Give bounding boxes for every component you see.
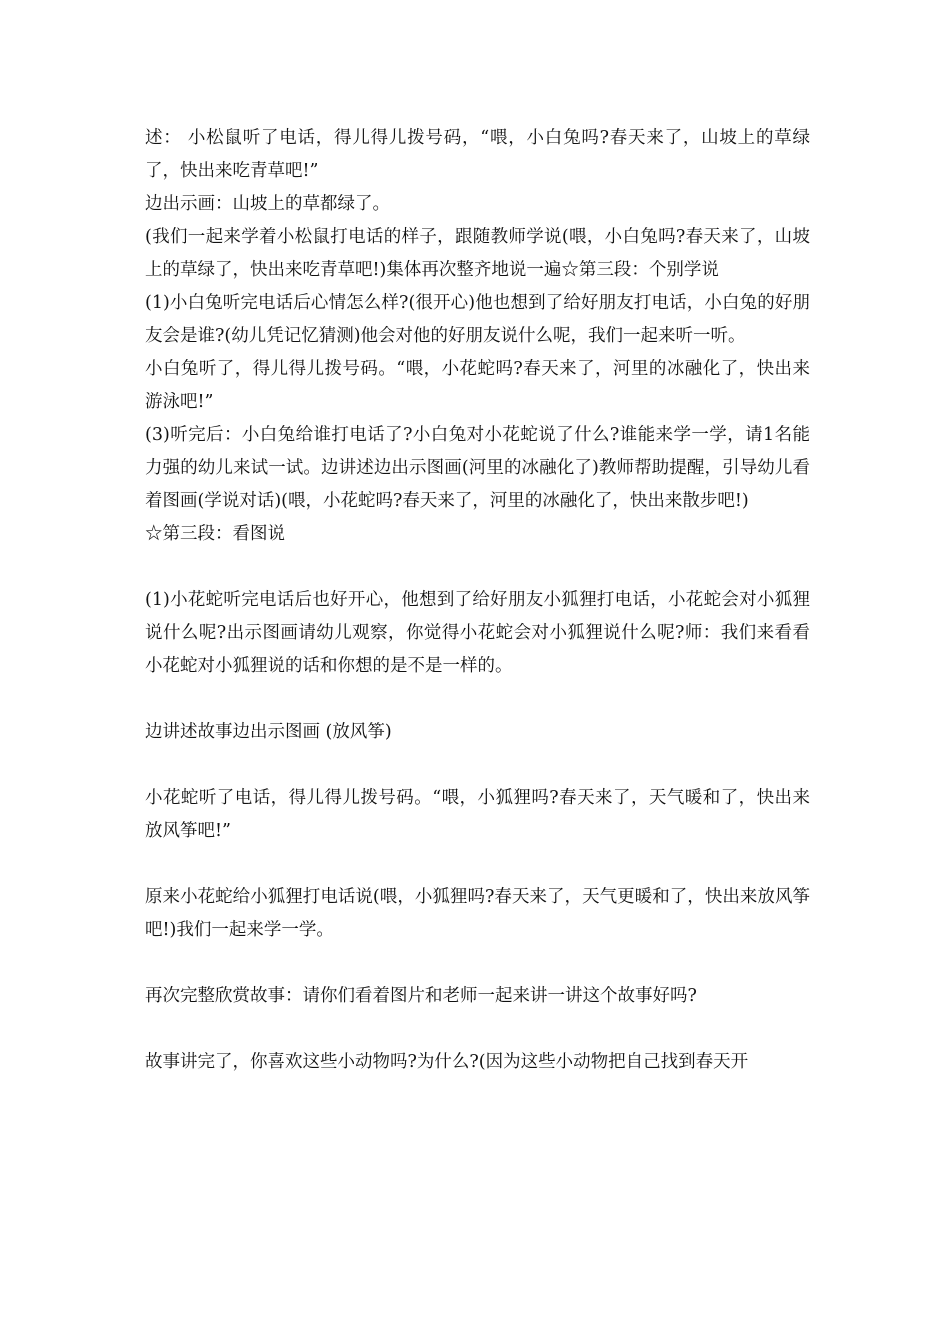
paragraph-5: 小白兔听了，得儿得儿拨号码。“喂，小花蛇吗?春天来了，河里的冰融化了，快出来游泳吧!” bbox=[145, 359, 810, 412]
paragraph-7: ☆第三段：看图说 bbox=[145, 524, 285, 544]
paragraph-1: 述： 小松鼠听了电话，得儿得儿拨号码，“喂，小白兔吗?春天来了，山坡上的草绿了，快出来吃青草吧!” bbox=[145, 128, 810, 181]
paragraph-12: 再次完整欣赏故事：请你们看着图片和老师一起来讲一讲这个故事好吗? bbox=[145, 986, 697, 1006]
paragraph-2: 边出示画：山坡上的草都绿了。 bbox=[145, 194, 390, 214]
paragraph-3: (我们一起来学着小松鼠打电话的样子，跟随教师学说(喂，小白兔吗?春天来了，山坡上的草绿了，快出来吃青草吧!)集体再次整齐地说一遍☆第三段：个别学说 bbox=[145, 227, 810, 280]
paragraph-6: (3)听完后：小白兔给谁打电话了?小白兔对小花蛇说了什么?谁能来学一学，请1名能力强的幼儿来试一试。边讲述边出示图画(河里的冰融化了)教师帮助提醒，引导幼儿看着图画(学说对话)(喂，小花蛇吗?春天来了，河里的冰融化了，快出来散步吧!) bbox=[145, 425, 810, 511]
paragraph-8: (1)小花蛇听完电话后也好开心，他想到了给好朋友小狐狸打电话，小花蛇会对小狐狸说什么呢?出示图画请幼儿观察，你觉得小花蛇会对小狐狸说什么呢?师：我们来看看小花蛇对小狐狸说的话和你想的是不是一样的。 bbox=[145, 590, 810, 676]
paragraph-10: 小花蛇听了电话，得儿得儿拨号码。“喂，小狐狸吗?春天来了，天气暖和了，快出来放风筝吧!” bbox=[145, 788, 810, 841]
document-body bbox=[145, 122, 810, 1079]
paragraph-4: (1)小白兔听完电话后心情怎么样?(很开心)他也想到了给好朋友打电话，小白兔的好朋友会是谁?(幼儿凭记忆猜测)他会对他的好朋友说什么呢，我们一起来听一听。 bbox=[145, 293, 810, 346]
paragraph-13: 故事讲完了，你喜欢这些小动物吗?为什么?(因为这些小动物把自己找到春天开 bbox=[145, 1052, 749, 1072]
paragraph-11: 原来小花蛇给小狐狸打电话说(喂，小狐狸吗?春天来了，天气更暖和了，快出来放风筝吧!)我们一起来学一学。 bbox=[145, 887, 810, 940]
paragraph-9: 边讲述故事边出示图画 (放风筝) bbox=[145, 722, 392, 742]
